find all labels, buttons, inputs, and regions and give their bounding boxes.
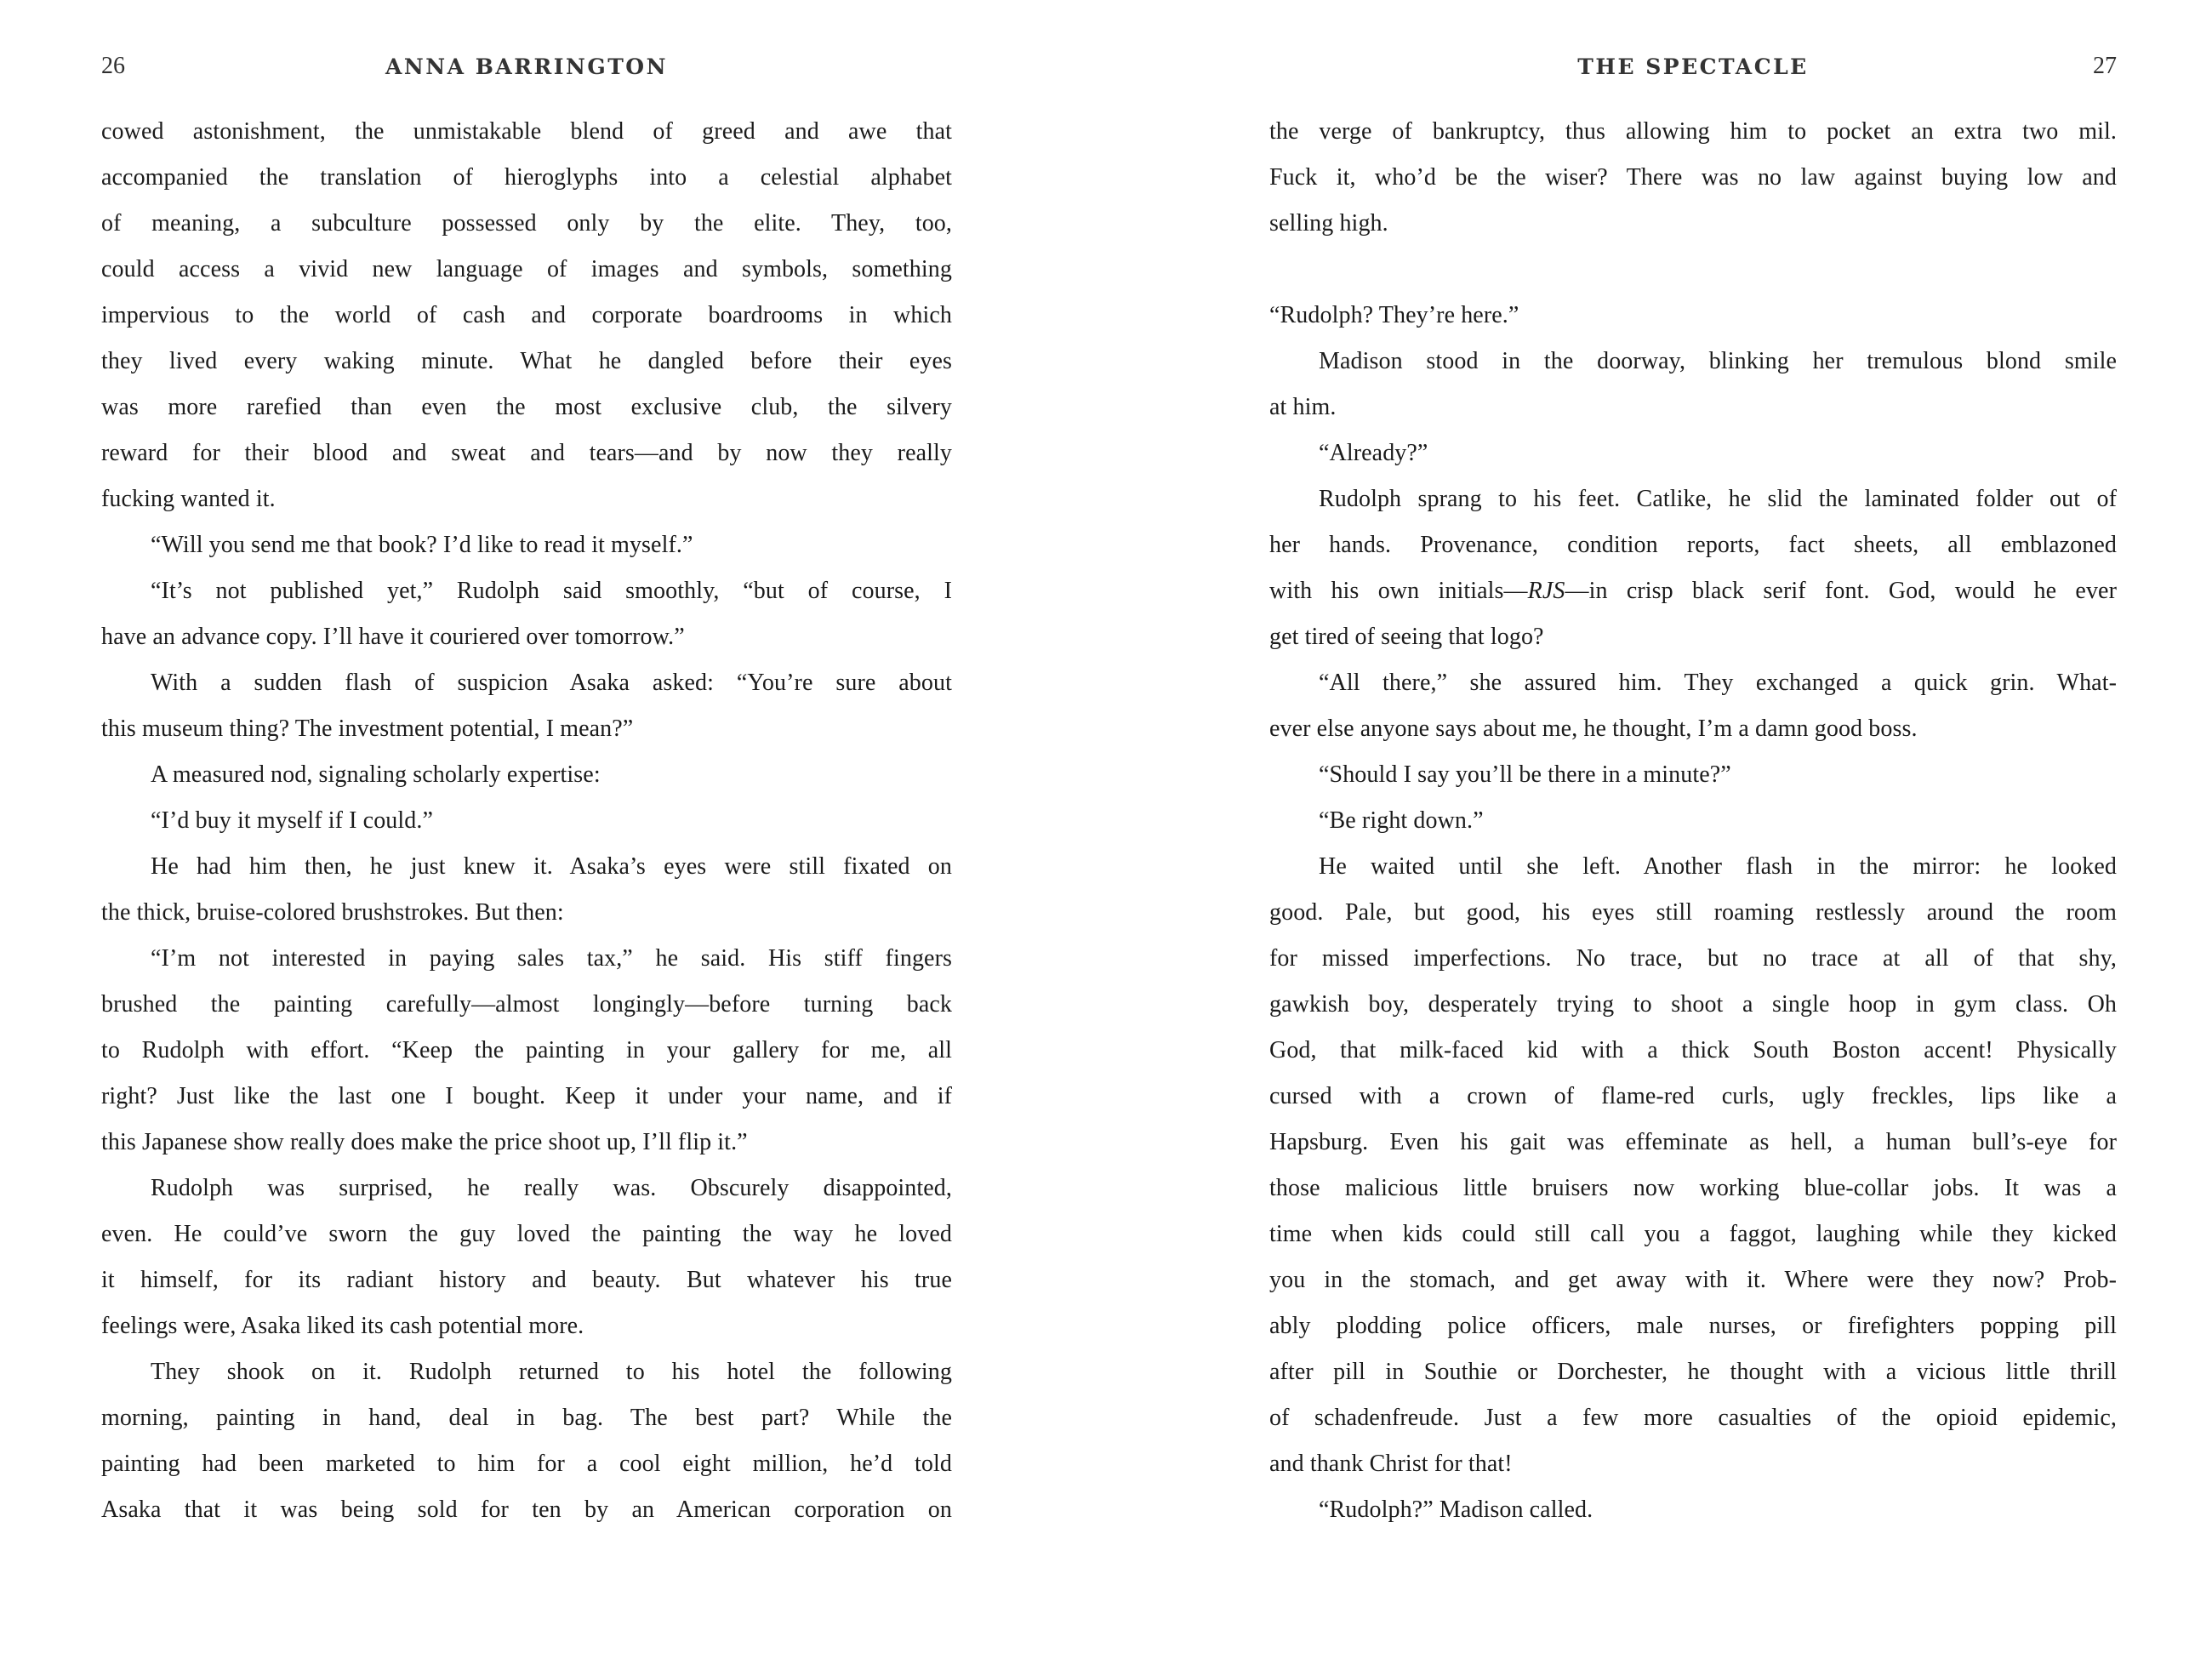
text-line: With a sudden flash of suspicion Asaka asked: “You’re sure about [151,670,952,696]
text-line: could access a vivid new language of images and symbols, something [101,256,952,282]
text-line: her hands. Provenance, condition reports, fact sheets, all emblazoned [1269,532,2117,558]
text-line: cursed with a crown of flame-red curls, ugly freckles, lips like a [1269,1083,2117,1109]
text-line: “Be right down.” [1319,807,1484,834]
text-line: cowed astonishment, the unmistakable blend of greed and awe that [101,118,952,145]
text-line: fucking wanted it. [101,486,276,512]
text-line: the verge of bankruptcy, thus allowing him to pocket an extra two mil. [1269,118,2117,145]
text-line: of meaning, a subculture possessed only by the elite. They, too, [101,210,952,237]
text-line: this museum thing? The investment potential, I mean?” [101,715,634,742]
text-line: Asaka that it was being sold for ten by an American corporation on [101,1497,952,1523]
text-line: Hapsburg. Even his gait was effeminate as hell, a human bull’s-eye for [1269,1129,2117,1155]
left-page-text [101,109,952,1533]
text-line: the thick, bruise-colored brushstrokes. But then: [101,899,564,926]
text-line: brushed the painting carefully—almost longingly—before turning back [101,991,952,1018]
text-line: for missed imperfections. No trace, but no trace at all of that shy, [1269,945,2117,972]
text-line: this Japanese show really does make the price shoot up, I’ll flip it.” [101,1129,748,1155]
text-line: reward for their blood and sweat and tears—and by now they really [101,440,952,466]
text-line: even. He could’ve sworn the guy loved the painting the way he loved [101,1221,952,1247]
text-line: they lived every waking minute. What he dangled before their eyes [101,348,952,374]
running-head-right: THE SPECTACLE [1577,54,1809,79]
text-line: “It’s not published yet,” Rudolph said smoothly, “but of course, I [151,578,952,604]
text-line: impervious to the world of cash and corporate boardrooms in which [101,302,952,328]
text-line: ably plodding police officers, male nurses, or firefighters popping pill [1269,1313,2117,1339]
right-page-text [1269,109,2117,1533]
text-line: and thank Christ for that! [1269,1451,1513,1477]
text-line: you in the stomach, and get away with it. Where were they now? Prob- [1269,1267,2117,1293]
page-number-left: 26 [101,53,125,79]
text-line: have an advance copy. I’ll have it couriered over tomorrow.” [101,624,685,650]
text-line: good. Pale, but good, his eyes still roaming restlessly around the room [1269,899,2117,926]
text-line: feelings were, Asaka liked its cash potential more. [101,1313,584,1339]
page-number-right: 27 [2093,53,2117,79]
text-line: “All there,” she assured him. They exchanged a quick grin. What- [1319,670,2117,696]
text-line: to Rudolph with effort. “Keep the painting in your gallery for me, all [101,1037,952,1063]
text-line: painting had been marketed to him for a cool eight million, he’d told [101,1451,952,1477]
text-line: “I’d buy it myself if I could.” [151,807,434,834]
text-line: He had him then, he just knew it. Asaka’s eyes were still fixated on [151,853,952,880]
text-line: those malicious little bruisers now working blue-collar jobs. It was a [1269,1175,2117,1201]
text-line: “Already?” [1319,440,1428,466]
text-line: it himself, for its radiant history and beauty. But whatever his true [101,1267,952,1293]
text-line: Rudolph sprang to his feet. Catlike, he slid the laminated folder out of [1319,486,2117,512]
text-line: “I’m not interested in paying sales tax,” he said. His stiff fingers [151,945,952,972]
text-line: with his own initials—RJS—in crisp black serif font. God, would he ever [1269,578,2117,604]
text-line: He waited until she left. Another flash in the mirror: he looked [1319,853,2117,880]
text-line: time when kids could still call you a faggot, laughing while they kicked [1269,1221,2117,1247]
running-head-left: ANNA BARRINGTON [385,54,668,79]
text-line: get tired of seeing that logo? [1269,624,1544,650]
text-line: “Rudolph? They’re here.” [1269,302,1519,328]
text-line: They shook on it. Rudolph returned to his hotel the following [151,1359,952,1385]
text-line: selling high. [1269,210,1388,237]
text-line: of schadenfreude. Just a few more casualties of the opioid epidemic, [1269,1405,2117,1431]
text-line: “Will you send me that book? I’d like to read it myself.” [151,532,693,558]
text-line: “Rudolph?” Madison called. [1319,1497,1593,1523]
text-line: Madison stood in the doorway, blinking her tremulous blond smile [1319,348,2117,374]
text-line: God, that milk-faced kid with a thick South Boston accent! Physically [1269,1037,2117,1063]
text-line: Fuck it, who’d be the wiser? There was no law against buying low and [1269,164,2117,191]
text-line: Rudolph was surprised, he really was. Obscurely disappointed, [151,1175,952,1201]
text-line: after pill in Southie or Dorchester, he thought with a vicious little thrill [1269,1359,2117,1385]
text-line: accompanied the translation of hieroglyphs into a celestial alphabet [101,164,952,191]
text-line: ever else anyone says about me, he thought, I’m a damn good boss. [1269,715,1918,742]
text-line: at him. [1269,394,1337,420]
text-line: gawkish boy, desperately trying to shoot a single hoop in gym class. Oh [1269,991,2117,1018]
text-line: A measured nod, signaling scholarly expertise: [151,761,601,788]
text-line: was more rarefied than even the most exclusive club, the silvery [101,394,952,420]
text-line: morning, painting in hand, deal in bag. The best part? While the [101,1405,952,1431]
text-line: right? Just like the last one I bought. Keep it under your name, and if [101,1083,952,1109]
text-line: “Should I say you’ll be there in a minute?” [1319,761,1731,788]
